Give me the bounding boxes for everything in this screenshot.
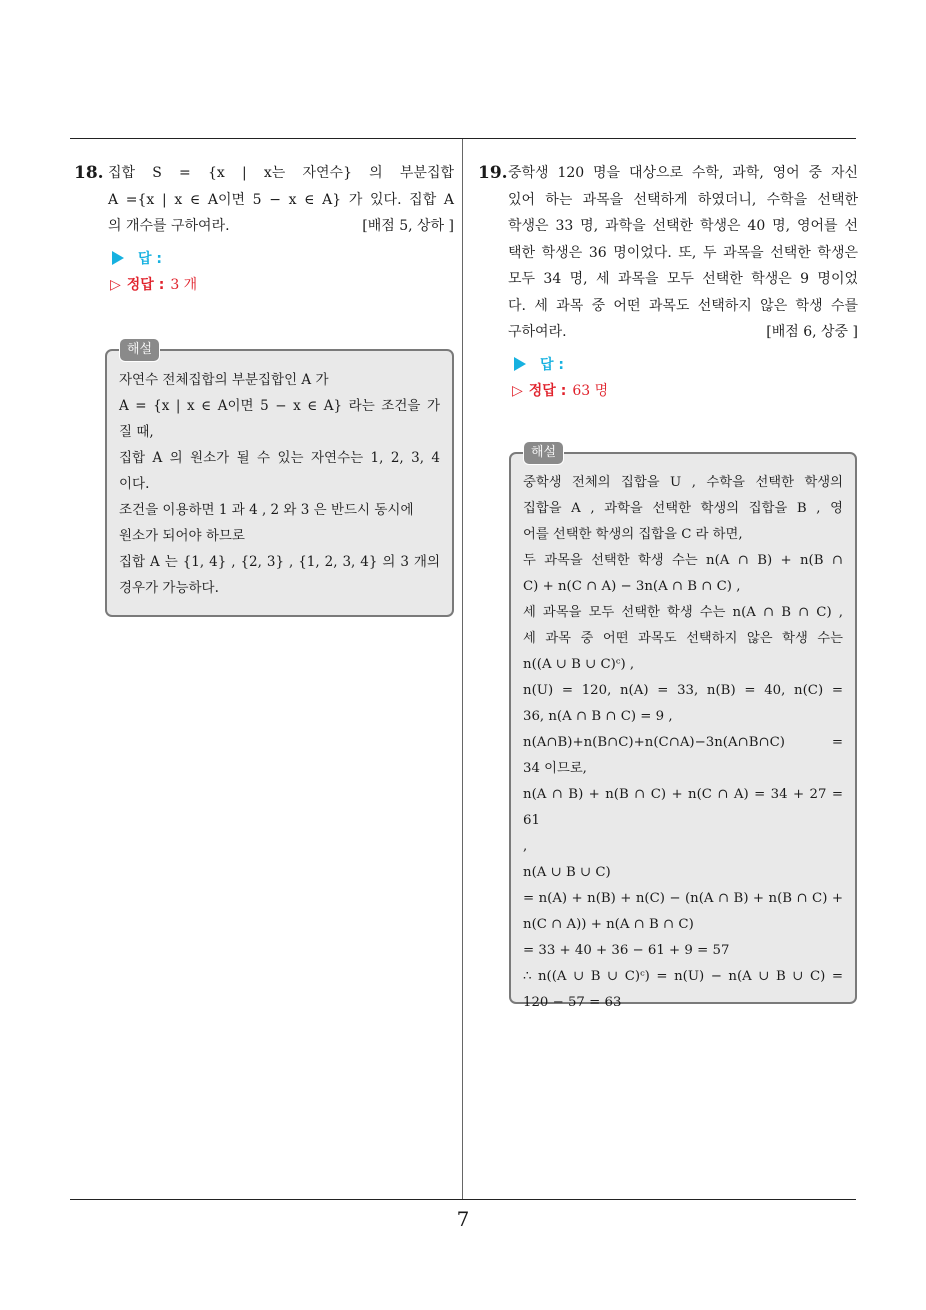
solution-line: 집합 A 의 원소가 될 수 있는 자연수는 1, 2, 3, 4 xyxy=(119,450,440,466)
solution-line: 이다. xyxy=(119,476,150,492)
solution-line: 집합을 A , 과학을 선택한 학생의 집합을 B , 영 xyxy=(523,501,843,516)
answer-blank[interactable] xyxy=(110,246,454,272)
solution-line: 두 과목을 선택한 학생 수는 n(A ∩ B) + n(B ∩ xyxy=(523,553,843,568)
outline-triangle-icon: ▷ xyxy=(512,382,523,399)
solution-line: n(U) = 120, n(A) = 33, n(B) = 40, n(C) = xyxy=(523,683,843,698)
solution-line: n((A ∪ B ∪ C)ᶜ) , xyxy=(523,657,635,672)
question-line: 택한 학생은 36 명이었다. 또, 두 과목을 선택한 학생은 xyxy=(508,244,858,261)
problem-number: 19. xyxy=(478,163,508,183)
question-line-text: 구하여라. xyxy=(508,324,567,340)
play-triangle-icon xyxy=(514,357,526,371)
question-line: 집합 S = {x | x는 자연수} 의 부분집합 xyxy=(108,165,454,181)
problem-number: 18. xyxy=(74,163,104,183)
solution-line: 중학생 전체의 집합을 U , 수학을 선택한 학생의 xyxy=(523,475,843,490)
solution-line: 경우가 가능하다. xyxy=(119,580,219,596)
question-line: 있어 하는 과목을 선택하게 하였더니, 수학을 선택한 xyxy=(508,191,858,208)
solution-line: = 33 + 40 + 36 − 61 + 9 = 57 xyxy=(523,943,730,958)
question xyxy=(478,160,858,346)
solution-line: = n(A) + n(B) + n(C) − (n(A ∩ B) + n(B ∩ C) + xyxy=(523,891,843,906)
question-line-text: 의 개수를 구하여라. xyxy=(108,218,230,234)
solution-line: 36, n(A ∩ B ∩ C) = 9 , xyxy=(523,709,673,724)
score-label: [배점 6, 상중 ] xyxy=(766,324,858,340)
page-number: 7 xyxy=(456,1207,470,1231)
score-label: [배점 5, 상하 ] xyxy=(362,218,454,234)
solution-line: , xyxy=(523,839,528,854)
correct-value: 63 명 xyxy=(572,382,609,399)
solution-line: 조건을 이용하면 1 과 4 , 2 와 3 은 반드시 동시에 xyxy=(119,502,414,518)
bottom-rule xyxy=(70,1199,856,1200)
solution-line: A = {x | x ∈ A이면 5 − x ∈ A} 라는 조건을 가 xyxy=(119,398,440,414)
correct-answer xyxy=(110,272,454,298)
solution-line: 원소가 되어야 하므로 xyxy=(119,528,245,544)
correct-label: 정답 : xyxy=(126,276,165,293)
solution-line: 어를 선택한 학생의 집합을 C 라 하면, xyxy=(523,527,743,542)
outline-triangle-icon: ▷ xyxy=(110,276,121,293)
question-line: 다. 세 과목 중 어떤 과목도 선택하지 않은 학생 수를 xyxy=(508,297,858,314)
problem-19 xyxy=(478,160,858,404)
solution-line: 세 과목 중 어떤 과목도 선택하지 않은 학생 수는 xyxy=(523,631,843,646)
solution-line: 집합 A 는 {1, 4} , {2, 3} , {1, 2, 3, 4} 의 3 개의 xyxy=(119,554,440,570)
solution-line: n(A ∪ B ∪ C) xyxy=(523,865,611,880)
solution-line: n(C ∩ A)) + n(A ∩ B ∩ C) xyxy=(523,917,694,932)
problem-18 xyxy=(74,160,454,298)
top-rule xyxy=(70,138,856,139)
solution-line: 자연수 전체집합의 부분집합인 A 가 xyxy=(119,372,329,388)
solution-line: 질 때, xyxy=(119,424,154,440)
correct-label: 정답 : xyxy=(528,382,567,399)
solution-line: 34 이므로, xyxy=(523,761,587,776)
solution-line: 120 − 57 = 63 xyxy=(523,995,622,1010)
question-line: 학생은 33 명, 과학을 선택한 학생은 40 명, 영어를 선 xyxy=(508,218,858,234)
question-line: 중학생 120 명을 대상으로 수학, 과학, 영어 중 자신 xyxy=(508,165,858,181)
question-line: 모두 34 명, 세 과목을 모두 선택한 학생은 9 명이었 xyxy=(508,271,858,287)
answer-label: 답 : xyxy=(138,250,162,267)
solution-line: C) + n(C ∩ A) − 3n(A ∩ B ∩ C) , xyxy=(523,579,741,594)
answer-area xyxy=(110,246,454,298)
answer-label: 답 : xyxy=(540,356,564,373)
correct-answer xyxy=(512,378,858,404)
solution-line: n(A ∩ B) + n(B ∩ C) + n(C ∩ A) = 34 + 27 = 61 xyxy=(523,787,843,828)
solution-box-19 xyxy=(509,445,857,1010)
question xyxy=(74,160,454,240)
answer-blank[interactable] xyxy=(512,352,858,378)
answer-area xyxy=(512,352,858,404)
solution-tag: 해설 xyxy=(523,441,564,465)
solution-line: 세 과목을 모두 선택한 학생 수는 n(A ∩ B ∩ C) , xyxy=(523,605,843,620)
correct-value: 3 개 xyxy=(170,276,198,293)
solution-tag: 해설 xyxy=(119,338,160,362)
question-line xyxy=(108,213,454,240)
column-divider xyxy=(462,139,463,1199)
question-line xyxy=(508,319,858,346)
solution-box-18 xyxy=(105,342,454,617)
solution-line: n(A∩B)+n(B∩C)+n(C∩A)−3n(A∩B∩C) = xyxy=(523,735,843,750)
question-line: A ={x | x ∈ A이면 5 − x ∈ A} 가 있다. 집합 A xyxy=(108,191,454,208)
solution-line: ∴ n((A ∪ B ∪ C)ᶜ) = n(U) − n(A ∪ B ∪ C) = xyxy=(523,969,843,984)
play-triangle-icon xyxy=(112,251,124,265)
